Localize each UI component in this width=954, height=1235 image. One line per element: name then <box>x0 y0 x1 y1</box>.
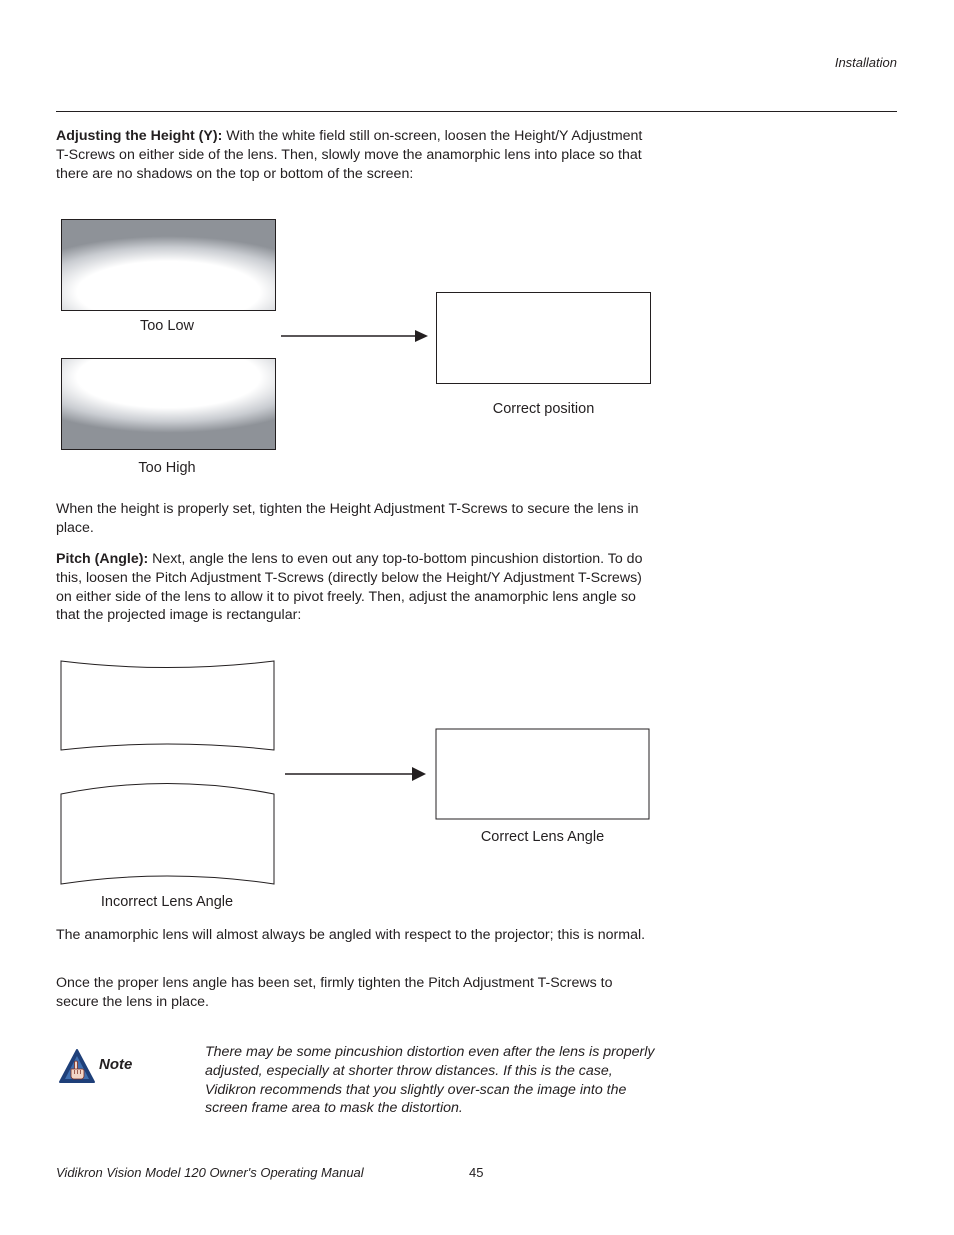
too-high-label: Too High <box>138 460 196 476</box>
page-number: 45 <box>469 1165 484 1180</box>
height-paragraph <box>56 127 656 183</box>
correct-position-screen <box>436 292 651 384</box>
pitch-text: Next, angle the lens to even out any top-to-bottom pincushion distortion. To do this, loosen the Pitch Adjustment T-Screws (directly below the Height/Y Adjustment T-Screws) on either side of the lens to allow it to pivot freely. Then, adjust the anamorphic lens angle so that the projected image is rectangular: <box>56 551 643 624</box>
too-low-label: Too Low <box>139 318 194 334</box>
too-high-screen <box>61 358 276 450</box>
note-label: Note <box>99 1056 133 1073</box>
running-header: Installation <box>834 55 897 70</box>
height-text: With the white field still on-screen, loosen the Height/Y Adjustment T-Screws on either side of the lens. Then, slowly move the anamorphic lens into place so that there are no shadows on the top or bottom of the screen: <box>56 128 643 182</box>
note-text: There may be some pincushion distortion even after the lens is properly adjusted, especially at shorter throw distances. If this is the case, Vidikron recommends that you slightly over-scan the image into the screen frame area to mask the distortion. <box>205 1044 655 1117</box>
pitch-paragraph <box>56 550 656 625</box>
incorrect-lens-shape-top <box>61 661 274 750</box>
correct-lens-screen <box>436 729 649 819</box>
footer-manual-title: Vidikron Vision Model 120 Owner's Operating Manual <box>56 1165 364 1180</box>
pointing-hand-warning-icon <box>58 1047 96 1085</box>
height-set-paragraph: When the height is properly set, tighten the Height Adjustment T-Screws to secure the lens in place. <box>56 501 639 536</box>
pitch-arrow-head <box>412 767 426 781</box>
header-divider <box>56 111 897 112</box>
incorrect-lens-shape-bottom <box>61 784 274 885</box>
too-low-screen <box>61 219 276 311</box>
tighten-paragraph: Once the proper lens angle has been set, firmly tighten the Pitch Adjustment T-Screws to secure the lens in place. <box>56 975 613 1010</box>
incorrect-lens-label: Incorrect Lens Angle <box>100 894 234 910</box>
correct-position-label: Correct position <box>492 401 595 417</box>
angled-lens-paragraph: The anamorphic lens will almost always be angled with respect to the projector; this is normal. <box>56 927 646 943</box>
pitch-heading: Pitch (Angle): <box>56 551 149 567</box>
height-heading: Adjusting the Height (Y): <box>56 128 223 144</box>
correct-lens-label: Correct Lens Angle <box>480 829 605 845</box>
